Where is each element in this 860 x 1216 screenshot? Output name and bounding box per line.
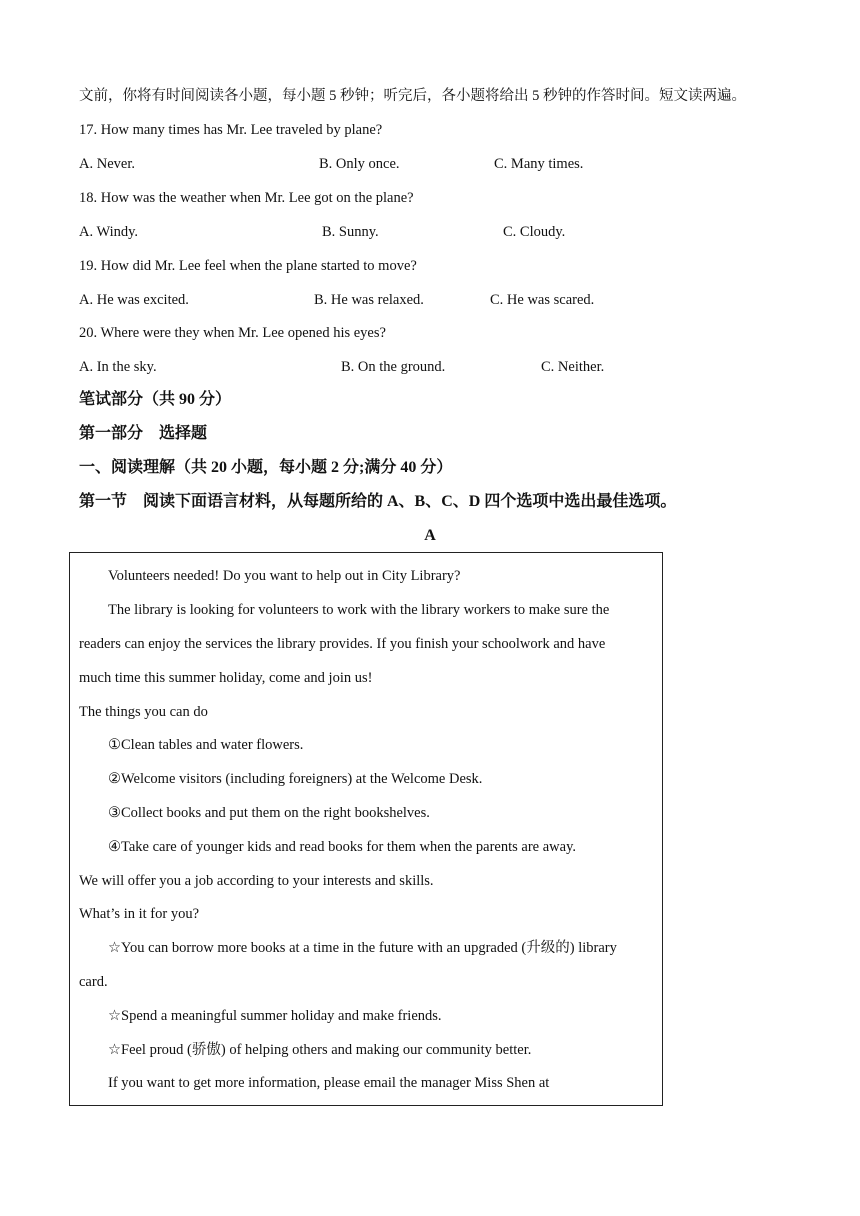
passage-paragraph-1: Volunteers needed! Do you want to help out in City Library? [108, 568, 461, 584]
things-item-1: ①Clean tables and water flowers. [108, 737, 304, 753]
offer-line: We will offer you a job according to your interests and skills. [79, 873, 434, 889]
intro-line: 文前，你将有时间阅读各小题，每小题 5 秒钟；听完后，各小题将给出 5 秒钟的作答时间。短文读两遍。 [79, 88, 746, 104]
question-17-option-b: B. Only once. [319, 156, 400, 172]
question-19-option-b: B. He was relaxed. [314, 292, 424, 308]
things-heading: The things you can do [79, 704, 208, 720]
benefit-1-line-2: card. [79, 974, 108, 990]
question-20-option-a: A. In the sky. [79, 359, 157, 375]
things-item-2: ②Welcome visitors (including foreigners) at the Welcome Desk. [108, 771, 483, 787]
things-item-4: ④Take care of younger kids and read books for them when the parents are away. [108, 839, 577, 855]
question-20-option-c: C. Neither. [541, 359, 605, 375]
question-18-option-a: A. Windy. [79, 224, 139, 240]
passage-letter: A [424, 527, 436, 544]
question-20-stem: 20. Where were they when Mr. Lee opened his eyes? [79, 325, 386, 341]
benefit-3: ☆Feel proud (骄傲) of helping others and making our community better. [108, 1042, 532, 1058]
question-17-option-a: A. Never. [79, 156, 135, 172]
question-19-stem: 19. How did Mr. Lee feel when the plane started to move? [79, 258, 417, 274]
benefit-1-line-1: ☆You can borrow more books at a time in the future with an upgraded (升级的) library [108, 940, 617, 956]
passage-paragraph-2-line-1: The library is looking for volunteers to work with the library workers to make sure the [108, 602, 610, 618]
passage-paragraph-2-line-3: much time this summer holiday, come and join us! [79, 670, 373, 686]
part-one-heading: 第一部分 选择题 [79, 425, 208, 442]
question-19-option-a: A. He was excited. [79, 292, 189, 308]
question-17-option-c: C. Many times. [494, 156, 584, 172]
section-one-heading: 第一节 阅读下面语言材料，从每题所给的 A、B、C、D 四个选项中选出最佳选项。 [79, 493, 677, 510]
question-18-stem: 18. How was the weather when Mr. Lee got on the plane? [79, 190, 414, 206]
question-18-option-b: B. Sunny. [322, 224, 379, 240]
whats-in-it-heading: What’s in it for you? [79, 906, 200, 922]
benefit-2: ☆Spend a meaningful summer holiday and make friends. [108, 1008, 442, 1024]
contact-line: If you want to get more information, please email the manager Miss Shen at [108, 1075, 550, 1091]
question-17-stem: 17. How many times has Mr. Lee traveled by plane? [79, 122, 383, 138]
things-item-3: ③Collect books and put them on the right bookshelves. [108, 805, 430, 821]
passage-paragraph-2-line-2: readers can enjoy the services the library provides. If you finish your schoolwork and have [79, 636, 606, 652]
question-19-option-c: C. He was scared. [490, 292, 595, 308]
question-18-option-c: C. Cloudy. [503, 224, 566, 240]
reading-heading: 一、阅读理解（共 20 小题，每小题 2 分;满分 40 分） [79, 459, 453, 476]
question-20-option-b: B. On the ground. [341, 359, 446, 375]
written-part-heading: 笔试部分（共 90 分） [79, 391, 232, 408]
